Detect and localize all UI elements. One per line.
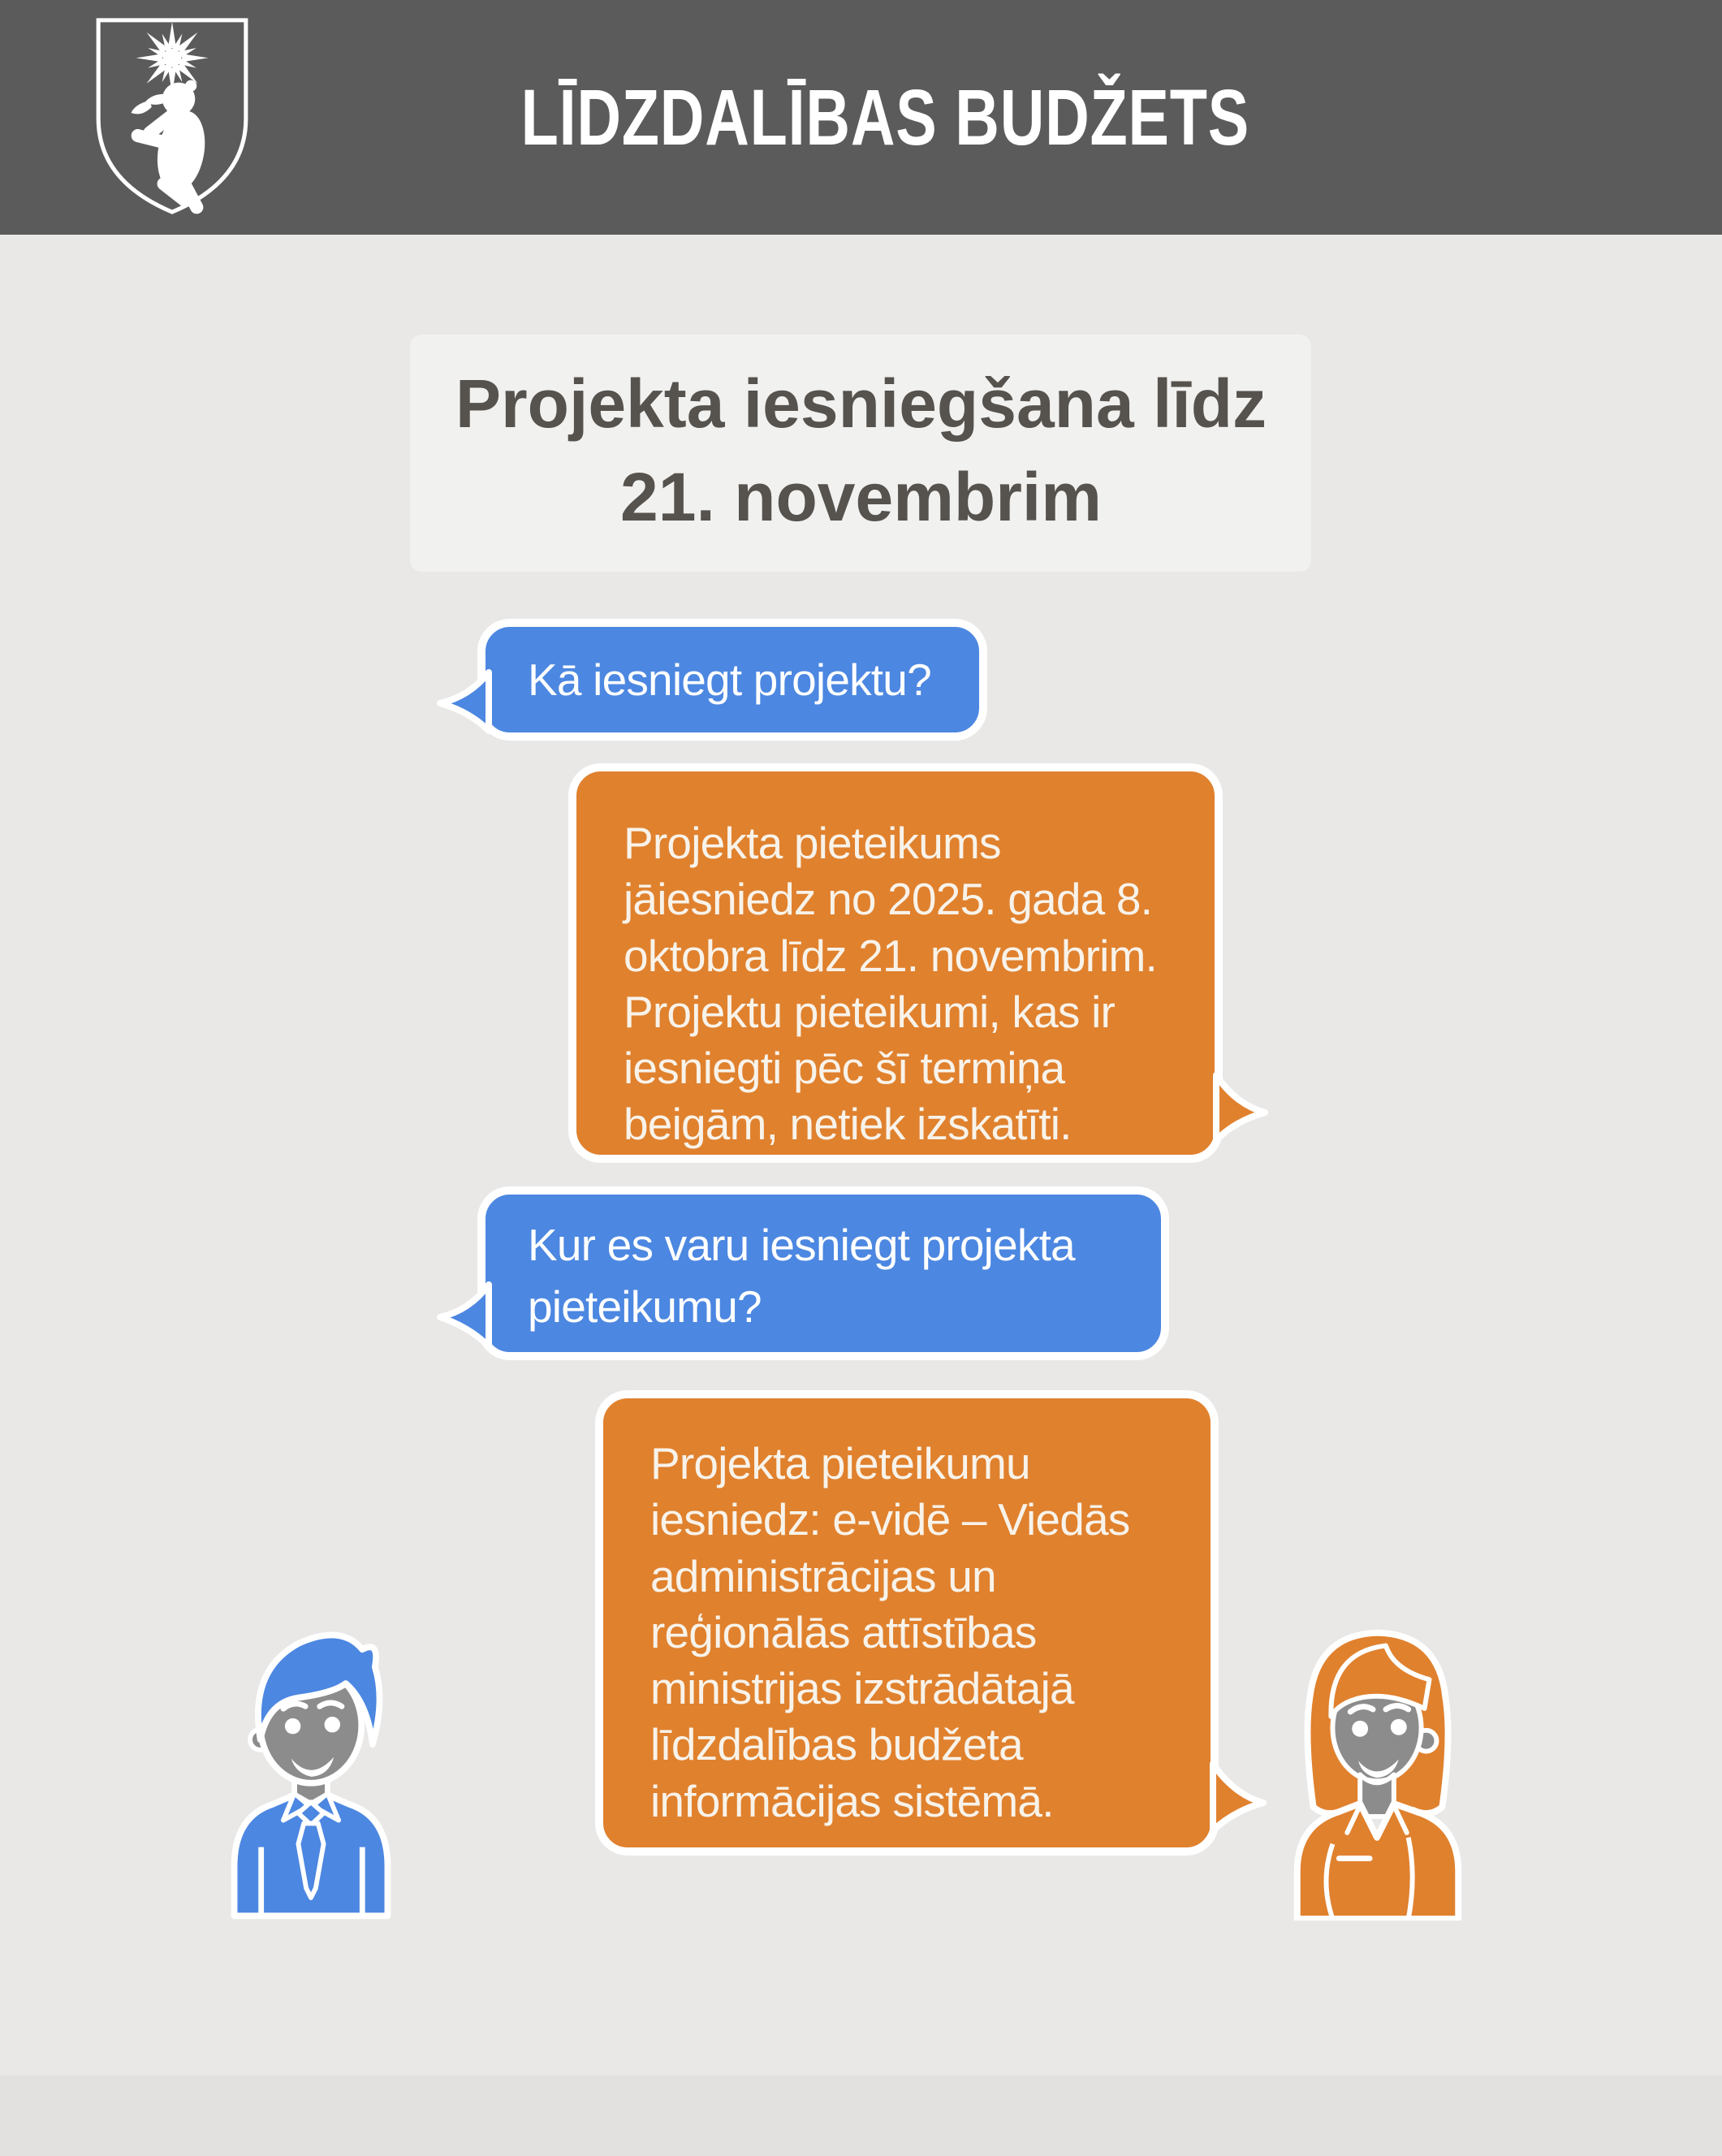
footer-band xyxy=(0,2076,1722,2156)
app-title: LĪDZDALĪBAS BUDŽETS xyxy=(520,72,1250,162)
man-avatar xyxy=(222,1602,400,1921)
bubble-tail-right-1 xyxy=(1211,1070,1271,1145)
woman-blouse xyxy=(1297,1804,1458,1919)
chat-bubble-answer-2: Projekta pieteikumu iesniedz: e-vidē – Viedās administrācijas un reģionālās attīstības ministrijas izstrādātajā līdzdalības budžeta informācijas sistēmā. xyxy=(595,1390,1219,1856)
header-bar xyxy=(0,0,1722,235)
bubble-tail-right-2 xyxy=(1208,1759,1270,1835)
chat-bubble-question-2: Kur es varu iesniegt projekta pieteikumu? xyxy=(477,1186,1169,1360)
page-title-line2: 21. novembrim xyxy=(620,459,1102,536)
page-title-line1: Projekta iesniegšana līdz xyxy=(455,365,1267,442)
page-title xyxy=(0,357,1722,544)
chat-bubble-answer-1: Projekta pieteikums jāiesniedz no 2025. gada 8. oktobra līdz 21. novembrim. Projektu pieteikumi, kas ir iesniegti pēc šī termiņa beigām, netiek izskatīti. xyxy=(568,763,1223,1163)
bubble-tail-left-2 xyxy=(434,1280,492,1351)
bubble-tail-left-1 xyxy=(434,668,492,736)
woman-avatar xyxy=(1285,1602,1470,1921)
chat-bubble-question-1: Kā iesniegt projektu? xyxy=(477,619,987,741)
